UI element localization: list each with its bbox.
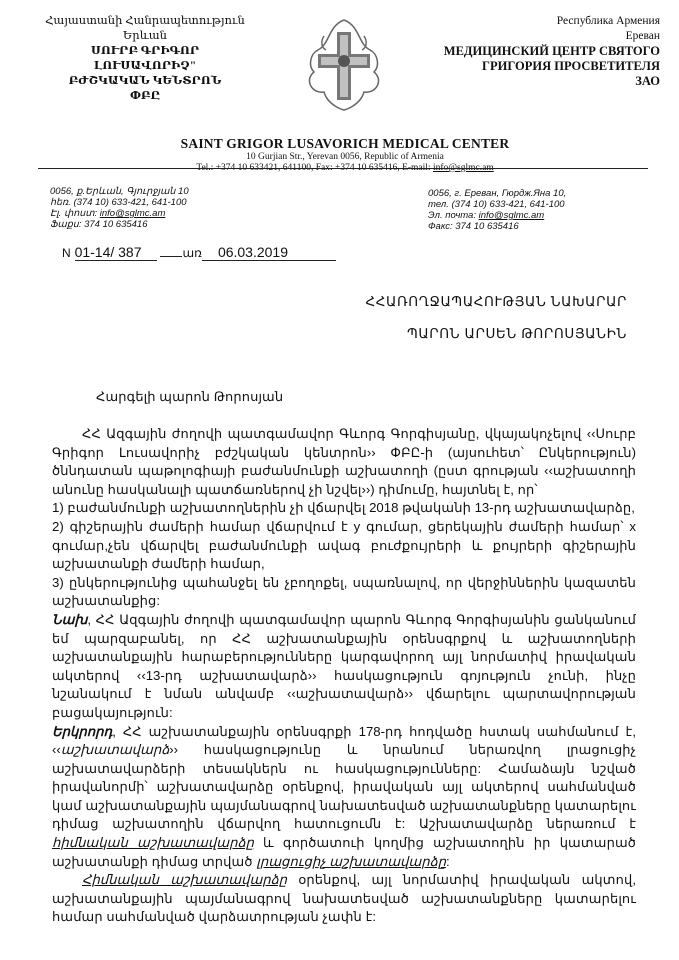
second-point-text-a: , ՀՀ աշխատանքային օրենսգրքի 178-րդ հոդվածը հստակ սահմանում է, ‹‹ (52, 723, 636, 758)
intro-paragraph: ՀՀ Ազգային ժողովի պատգամավոր Գևորգ Գորգիսյանը, վկայակոչելով ‹‹Սուրբ Գրիգոր Լուսավորիչ բժշկական կենտրոն›› ՓԲԸ-ի (այսուհետ՝ Ընկերություն) ծննդատան պաթոլոգիայի բաժանմունքի աշխատողի (ըստ գրության ‹‹աշխատողի անունը հասկանալի պատճառներով չի նշվել››) դիմումը, հայտնել է, որ՝ (52, 426, 636, 497)
list-item-2: 2) գիշերային ժամերի համար վճարվում է y գումար, ցերեկային ժամերի համար՝ x գումար,չեն վճարվել բաժանմունքի ավագ բուժքույրերի և քույրերի գիշերային աշխատանքի ժամերի համար, (52, 518, 636, 572)
ru-email-label: Эл. почта: (428, 210, 479, 221)
hy-city: Երևան (123, 30, 167, 42)
ru-org-name-2: ГРИГОРИЯ ПРОСВЕТИТЕЛЯ (482, 59, 660, 73)
ref-date-label: առ (182, 246, 202, 260)
medical-center-logo (300, 14, 388, 114)
header-armenian (40, 14, 250, 104)
hy-country: Հայաստանի Հանրապետություն (45, 15, 245, 27)
term-salary: աշխատավարձ (60, 742, 170, 758)
ru-org-name-1: МЕДИЦИНСКИЙ ЦЕНТР СВЯТОГО (443, 44, 660, 58)
ru-contact-email (428, 210, 658, 221)
ru-contact-phone: тел. (374 10) 633-421, 641-100 (428, 199, 565, 210)
term-basic-salary: հիմնական աշխատավարձը (52, 835, 254, 851)
basic-salary-term: Հիմնական աշխատավարձը (82, 872, 288, 888)
ru-org-type: ЗАО (635, 74, 660, 88)
second-point-text-d: : (446, 853, 450, 869)
hy-email-label: Էլ. փոստ: (50, 208, 100, 219)
en-email-link[interactable]: info@sglmc.am (432, 163, 494, 173)
term-additional-salary: լրացուցիչ աշխատավարձը (256, 853, 446, 869)
en-org-title: SAINT GRIGOR LUSAVORICH MEDICAL CENTER (180, 136, 510, 151)
addressee-name: ՊԱՐՈՆ ԱՐՍԵՆ ԹՈՐՈՍՅԱՆԻՆ (406, 326, 627, 341)
ref-number: 01-14/ 387 (75, 244, 157, 261)
ru-contact-address: 0056, г. Ереван, Гюрдж.Яна 10, (428, 188, 567, 199)
header-divider (38, 168, 648, 169)
ref-n-label: N (62, 246, 71, 260)
en-contacts-text: Tel.: +374 10 633421, 641100, Fax: +374 10 635416, E-mail: (196, 163, 433, 173)
second-point-paragraph (52, 723, 636, 872)
ru-city: Ереван (625, 30, 660, 42)
basic-salary-text: օրենքով, այլ նորմատիվ իրավական ակտով, աշխատանքային պայմանագրով նախատեսված աշխատանքները կատարելու համար սահմանված վարձատրության չափն է: (52, 872, 637, 925)
hy-contact-phone: հեռ. (374 10) 633-421, 641-100 (50, 197, 187, 208)
hy-contact-address: 0056, ք.Երևան, Գյուրջյան 10 (50, 186, 189, 197)
header-russian (400, 14, 660, 89)
basic-salary-paragraph (52, 871, 636, 927)
contacts-armenian (50, 186, 250, 230)
ru-country: Республика Армения (556, 15, 660, 27)
hy-contact-email (50, 208, 250, 219)
letter-body (52, 425, 636, 927)
hy-org-name-2: ԲԺՇԿԱԿԱՆ ԿԵՆՏՐՈՆ (68, 75, 222, 87)
ru-contact-fax: Факс: 374 10 635416 (428, 221, 519, 232)
list-item-1: 1) բաժանմունքի աշխատողներին չի վճարվել 2018 թվականի 13-րդ աշխատավարձը, (52, 500, 635, 516)
first-point-label: Նախ (52, 611, 88, 627)
salutation: Հարգելի պարոն Թորոսյան (96, 389, 284, 404)
ru-email-link[interactable]: info@sglmc.am (478, 210, 545, 221)
list-item-3: 3) ընկերությունից պահանջել են չբողոքել, սպառնալով, որ վերջիններին կազատեն աշխատանքից: (52, 574, 636, 609)
first-point-paragraph (52, 611, 636, 723)
second-point-text-c: և գործատուի կողմից աշխատողին իր կատարած աշխատանքի դիմաց տրված (52, 835, 636, 869)
ref-date: 06.03.2019 (202, 244, 336, 261)
en-address: 10 Gurjian Str., Yerevan 0056, Republic of Armenia (246, 152, 444, 162)
second-point-label: Երկրորդ (52, 723, 113, 739)
document-reference (62, 244, 336, 261)
hy-org-name-1: ՍՈՒՐԲ ԳՐԻԳՈՐ ԼՈՒՍԱՎՈՐԻՉ" (90, 45, 200, 72)
first-point-text: , ՀՀ Ազգային ժողովի պատգամավոր պարոն Գևորգ Գորգիսյանին ցանկանում եմ պարզաբանել, որ ՀՀ աշխատանքային օրենսգրքով և աշխատողների աշխատանքային հարաբերությունները կարգավորող այլ նորմատիվ իրավական ակտերով ‹‹13-րդ աշխատավարձ›› հասկացություն գոյություն չունի, ինչը նշանակում է նման անվամբ ‹‹աշխատավարձ›› վճարելու պարտավորության բացակայություն: (52, 611, 636, 720)
contacts-russian (428, 188, 658, 232)
second-point-text-b: ›› հասկացությունը և նրանում ներառվող լրացուցիչ աշխատավարձերի տեսակներն ու հասկացությունները: Համաձայն նշված իրավանորմի՝ աշխատավարձը օրենքով, իրավական այլ ակտերով սահմանված կամ աշխատանքային պայմանագրով նախատեսված աշխատանքները կատարելու դիմաց աշխատողին վճարվող հատուցումն է: Աշխատավարձը ներառում է (52, 742, 636, 832)
hy-email-link[interactable]: info@sglmc.am (99, 208, 166, 219)
addressee-title: ՀՀԱՌՈՂՋԱՊԱՀՈՒԹՅԱՆ ՆԱԽԱՐԱՐ (365, 294, 627, 309)
hy-contact-fax: Ֆաքս: 374 10 635416 (50, 219, 148, 230)
hy-org-type: ՓԲԸ (129, 90, 161, 102)
